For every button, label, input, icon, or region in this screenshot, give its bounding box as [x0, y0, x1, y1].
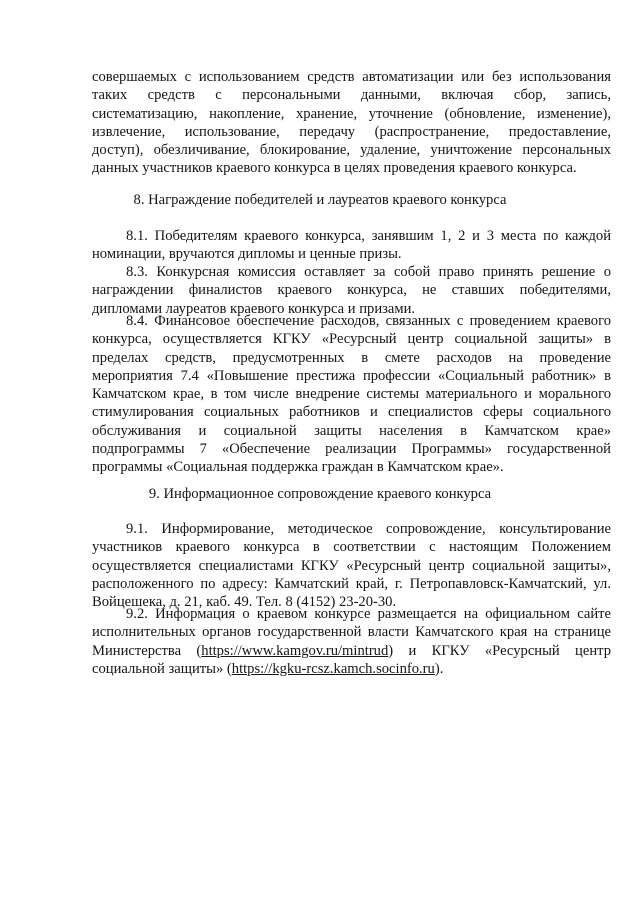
text-line: доступ), обезличивание, блокирование, удаление, уничтожение персональных	[92, 142, 611, 159]
text-line: 9.2. Информация о краевом конкурсе размещается на официальном сайте	[126, 606, 611, 622]
text-line: 8.4. Финансовое обеспечение расходов, связанных с проведением краевого	[126, 313, 611, 329]
text-line	[92, 642, 611, 660]
text-line: данных участников краевого конкурса в целях проведения краевого конкурса.	[92, 160, 577, 177]
text-line: 9.1. Информирование, методическое сопровождение, консультирование	[126, 521, 611, 537]
text-line: конкурса, осуществляется КГКУ «Ресурсный центр социальной защиты» в	[92, 331, 611, 348]
text-fragment: социальной защиты» (	[92, 660, 232, 677]
text-line: 8.1. Победителям краевого конкурса, занявшим 1, 2 и 3 места по каждой	[126, 228, 611, 244]
kgku-link[interactable]: https://kgku-rcsz.kamch.socinfo.ru	[231, 660, 435, 677]
text-line: программы «Социальная поддержка граждан в Камчатском крае».	[92, 459, 504, 476]
paragraph-8-4	[92, 312, 611, 477]
text-line: участников краевого конкурса в соответствии с настоящим Положением	[92, 539, 611, 556]
text-line: дипломами лауреатов краевого конкурса и призами.	[92, 300, 416, 317]
text-fragment: Министерства (	[92, 642, 202, 659]
text-line: извлечение, использование, передачу (распространение, предоставление,	[92, 123, 611, 140]
text-line	[92, 660, 611, 678]
text-line: номинации, вручаются дипломы и ценные призы.	[92, 246, 402, 263]
paragraph-8-3	[92, 263, 611, 318]
text-line: награждении финалистов краевого конкурса, не ставших победителями,	[92, 282, 611, 299]
text-line: пределах средств, предусмотренных в смете расходов на проведение	[92, 349, 611, 366]
text-line: Камчатском крае, в том числе внедрение системы материального и морального	[92, 386, 611, 403]
section-9-heading: 9. Информационное сопровождение краевого конкурса	[148, 486, 492, 502]
text-line: Войцешека, д. 21, каб. 49. Тел. 8 (4152) 23-20-30.	[92, 594, 397, 611]
text-fragment: ).	[434, 660, 444, 677]
ministry-link[interactable]: https://www.kamgov.ru/mintrud	[201, 642, 389, 659]
text-line: осуществляется специалистами КГКУ «Ресурсный центр социальной защиты»,	[92, 557, 611, 574]
text-line: расположенного по адресу: Камчатский край, г. Петропавловск-Камчатский, ул.	[92, 575, 611, 592]
paragraph-9-1	[92, 520, 611, 611]
text-fragment: ) и КГКУ «Ресурсный центр	[388, 642, 611, 659]
text-line: таких средств с персональными данными, включая сбор, запись,	[92, 87, 611, 104]
text-line: стимулирования социальных работников и специалистов сферы социального	[92, 404, 611, 421]
text-line: совершаемых с использованием средств автоматизации или без использования	[92, 69, 611, 85]
text-line: подпрограммы 7 «Обеспечение реализации Программы» государственной	[92, 441, 611, 458]
intro-paragraph	[92, 68, 611, 178]
text-line: исполнительных органов государственной власти Камчатского края на странице	[92, 624, 611, 641]
text-line: обслуживания и социальной защиты населения в Камчатском крае»	[92, 422, 611, 439]
text-line: систематизацию, накопление, хранение, уточнение (обновление, изменение),	[92, 105, 611, 122]
text-line: 8.3. Конкурсная комиссия оставляет за собой право принять решение о	[126, 264, 611, 280]
paragraph-8-1	[92, 227, 611, 264]
text-line: мероприятия 7.4 «Повышение престижа профессии «Социальный работник» в	[92, 367, 611, 384]
paragraph-9-2	[92, 605, 611, 678]
section-8-heading: 8. Награждение победителей и лауреатов краевого конкурса	[133, 192, 507, 208]
